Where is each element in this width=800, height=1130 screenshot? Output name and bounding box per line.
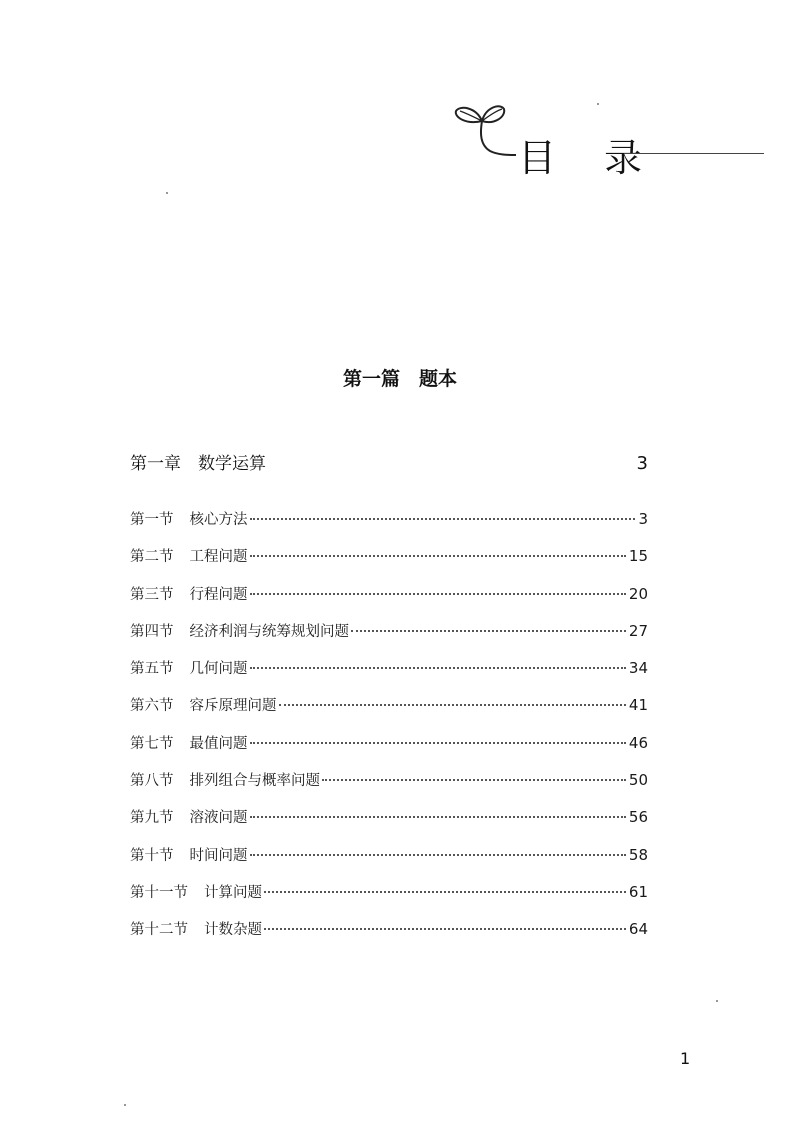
- section-number: 第十二节: [130, 922, 188, 939]
- dot-leader: [250, 518, 636, 520]
- section-title: 经济利润与统筹规划问题: [189, 623, 349, 640]
- section-page: 64: [628, 920, 648, 939]
- section-number: 第七节: [130, 735, 174, 752]
- section-number: 第八节: [130, 773, 174, 790]
- toc-entry[interactable]: [130, 881, 648, 918]
- section-title: 工程问题: [189, 549, 248, 566]
- chapter-heading[interactable]: [130, 449, 648, 474]
- chapter-title: 第一章 数学运算: [130, 454, 266, 474]
- section-number: 第三节: [130, 586, 174, 603]
- section-number: 第二节: [130, 549, 174, 566]
- dot-leader: [250, 854, 626, 856]
- part-title: 第一篇 题本: [342, 368, 457, 390]
- section-number: 第五节: [130, 661, 174, 678]
- scan-speck: [124, 1104, 126, 1106]
- section-title: 溶液问题: [189, 810, 248, 827]
- section-title: 时间问题: [189, 847, 248, 864]
- toc-entry[interactable]: [130, 806, 648, 843]
- section-number: 第十一节: [130, 884, 188, 901]
- dot-leader: [351, 630, 626, 632]
- dot-leader: [250, 555, 626, 557]
- section-page: 3: [638, 510, 648, 528]
- dot-leader: [250, 593, 626, 595]
- section-number: 第十节: [130, 847, 174, 864]
- scan-speck: [716, 1000, 718, 1002]
- page-number: 1: [680, 1049, 691, 1068]
- toc-entry[interactable]: [130, 844, 648, 881]
- section-page: 20: [628, 584, 648, 603]
- dot-leader: [279, 704, 626, 706]
- section-page: 50: [628, 771, 648, 790]
- section-page: 61: [628, 882, 648, 901]
- section-number: 第一节: [130, 512, 174, 528]
- section-page: 15: [628, 547, 648, 566]
- section-page: 56: [628, 808, 648, 827]
- toc-entry[interactable]: [130, 508, 648, 545]
- section-title: 几何问题: [189, 661, 248, 678]
- toc-entry[interactable]: [130, 732, 648, 769]
- section-number: 第六节: [130, 698, 174, 715]
- section-page: 58: [628, 845, 648, 864]
- section-title: 排列组合与概率问题: [189, 773, 320, 790]
- title-rule: [624, 153, 764, 154]
- dot-leader: [250, 667, 626, 669]
- dot-leader: [250, 816, 626, 818]
- toc-entry[interactable]: [130, 657, 648, 694]
- scan-speck: [597, 103, 599, 105]
- dot-leader: [264, 928, 626, 930]
- section-title: 计算问题: [204, 884, 262, 901]
- section-title: 最值问题: [189, 735, 248, 752]
- section-page: 27: [628, 621, 648, 640]
- section-title: 行程问题: [189, 586, 248, 603]
- section-page: 34: [628, 659, 648, 678]
- toc-entry[interactable]: [130, 769, 648, 806]
- toc-entry[interactable]: [130, 918, 648, 955]
- section-title: 核心方法: [189, 512, 248, 528]
- section-title: 容斥原理问题: [189, 698, 277, 715]
- dot-leader: [322, 779, 626, 781]
- toc-header: [452, 103, 772, 180]
- section-title: 计数杂题: [204, 922, 262, 939]
- toc-title: 目 录: [518, 136, 661, 180]
- toc-entry[interactable]: [130, 583, 648, 620]
- toc-entry[interactable]: [130, 694, 648, 731]
- toc-entry[interactable]: [130, 620, 648, 657]
- dot-leader: [264, 891, 626, 893]
- section-list: [130, 508, 648, 956]
- section-number: 第四节: [130, 623, 174, 640]
- toc-entry[interactable]: [130, 545, 648, 582]
- chapter-page: 3: [636, 453, 648, 474]
- sprout-icon: [452, 103, 522, 163]
- section-number: 第九节: [130, 810, 174, 827]
- section-page: 41: [628, 696, 648, 715]
- section-page: 46: [628, 733, 648, 752]
- dot-leader: [250, 742, 626, 744]
- scan-speck: [166, 192, 168, 194]
